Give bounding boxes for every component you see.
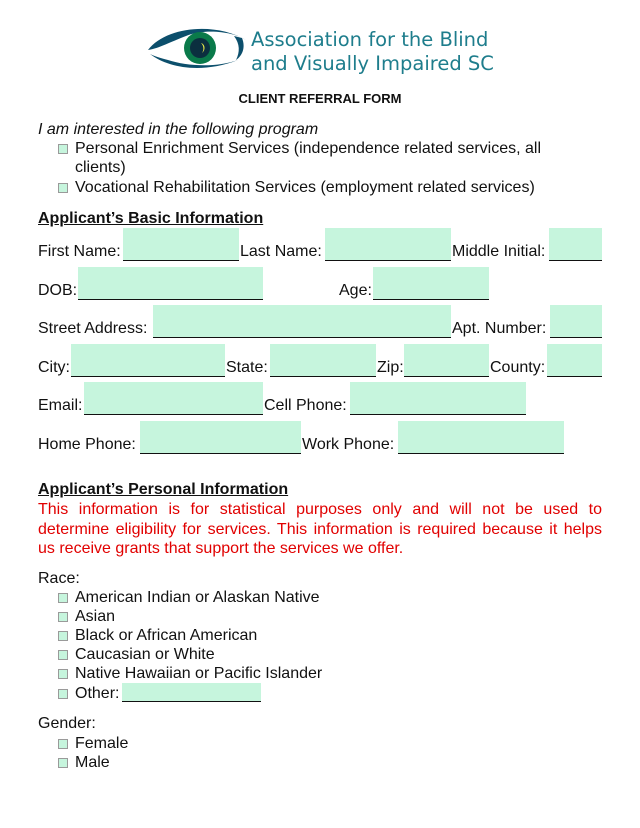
county-field[interactable]	[547, 344, 602, 377]
last-name-field[interactable]	[325, 228, 451, 261]
gender-checkbox-female[interactable]	[58, 739, 68, 749]
program-option-1-label-cont: clients)	[75, 159, 126, 176]
program-option-2-checkbox[interactable]	[58, 183, 68, 193]
gender-label: Gender:	[38, 715, 96, 732]
statistical-note-line-2: determine eligibility for services. This information is required because it helps	[38, 520, 602, 538]
street-address-label: Street Address:	[38, 320, 148, 337]
race-option-other: Other:	[75, 685, 120, 702]
race-checkbox-asian[interactable]	[58, 612, 68, 622]
zip-field[interactable]	[404, 344, 489, 377]
dob-label: DOB:	[38, 282, 78, 299]
city-label: City:	[38, 359, 70, 376]
race-other-field[interactable]	[122, 683, 261, 702]
program-option-1-checkbox[interactable]	[58, 144, 68, 154]
city-field[interactable]	[71, 344, 225, 377]
apt-number-field[interactable]	[550, 305, 602, 338]
eye-logo-icon	[146, 22, 248, 74]
work-phone-field[interactable]	[398, 421, 564, 454]
gender-option-female: Female	[75, 735, 129, 752]
race-option-caucasian: Caucasian or White	[75, 646, 215, 663]
cell-phone-label: Cell Phone:	[264, 397, 347, 414]
race-option-asian: Asian	[75, 608, 116, 625]
statistical-note-line-1: This information is for statistical purposes only and will not be used to	[38, 501, 602, 518]
race-option-native-hawaiian: Native Hawaiian or Pacific Islander	[75, 665, 323, 682]
race-checkbox-other[interactable]	[58, 689, 68, 699]
race-option-american-indian: American Indian or Alaskan Native	[75, 589, 320, 606]
race-option-black: Black or African American	[75, 627, 258, 644]
statistical-note	[38, 500, 602, 559]
personal-info-heading: Applicant’s Personal Information	[38, 481, 289, 498]
first-name-field[interactable]	[123, 228, 239, 261]
first-name-label: First Name:	[38, 243, 121, 260]
age-field[interactable]	[373, 267, 489, 300]
age-label: Age:	[339, 282, 372, 299]
zip-label: Zip:	[377, 359, 404, 376]
middle-initial-label: Middle Initial:	[452, 243, 546, 260]
county-label: County:	[490, 359, 546, 376]
state-label: State:	[226, 359, 268, 376]
program-option-2-label: Vocational Rehabilitation Services (employment related services)	[75, 179, 535, 196]
middle-initial-field[interactable]	[549, 228, 602, 261]
gender-option-male: Male	[75, 754, 110, 771]
last-name-label: Last Name:	[240, 243, 322, 260]
work-phone-label: Work Phone:	[302, 436, 395, 453]
race-checkbox-black[interactable]	[58, 631, 68, 641]
email-label: Email:	[38, 397, 83, 414]
basic-info-heading: Applicant’s Basic Information	[38, 210, 264, 227]
statistical-note-line-3: us receive grants that support the services we offer.	[38, 540, 404, 557]
program-intro: I am interested in the following program	[38, 121, 319, 138]
program-option-1-label: Personal Enrichment Services (independence related services, all	[75, 140, 542, 157]
home-phone-label: Home Phone:	[38, 436, 136, 453]
logo-line-1: Association for the Blind	[251, 28, 489, 51]
cell-phone-field[interactable]	[350, 382, 526, 415]
race-checkbox-american-indian[interactable]	[58, 593, 68, 603]
home-phone-field[interactable]	[140, 421, 301, 454]
form-title: CLIENT REFERRAL FORM	[238, 91, 402, 106]
race-checkbox-caucasian[interactable]	[58, 650, 68, 660]
apt-number-label: Apt. Number:	[452, 320, 547, 337]
dob-field[interactable]	[78, 267, 263, 300]
race-checkbox-native-hawaiian[interactable]	[58, 669, 68, 679]
gender-checkbox-male[interactable]	[58, 758, 68, 768]
email-field[interactable]	[84, 382, 263, 415]
logo-line-2: and Visually Impaired SC	[251, 52, 494, 75]
race-label: Race:	[38, 570, 80, 587]
street-address-field[interactable]	[153, 305, 451, 338]
state-field[interactable]	[270, 344, 376, 377]
